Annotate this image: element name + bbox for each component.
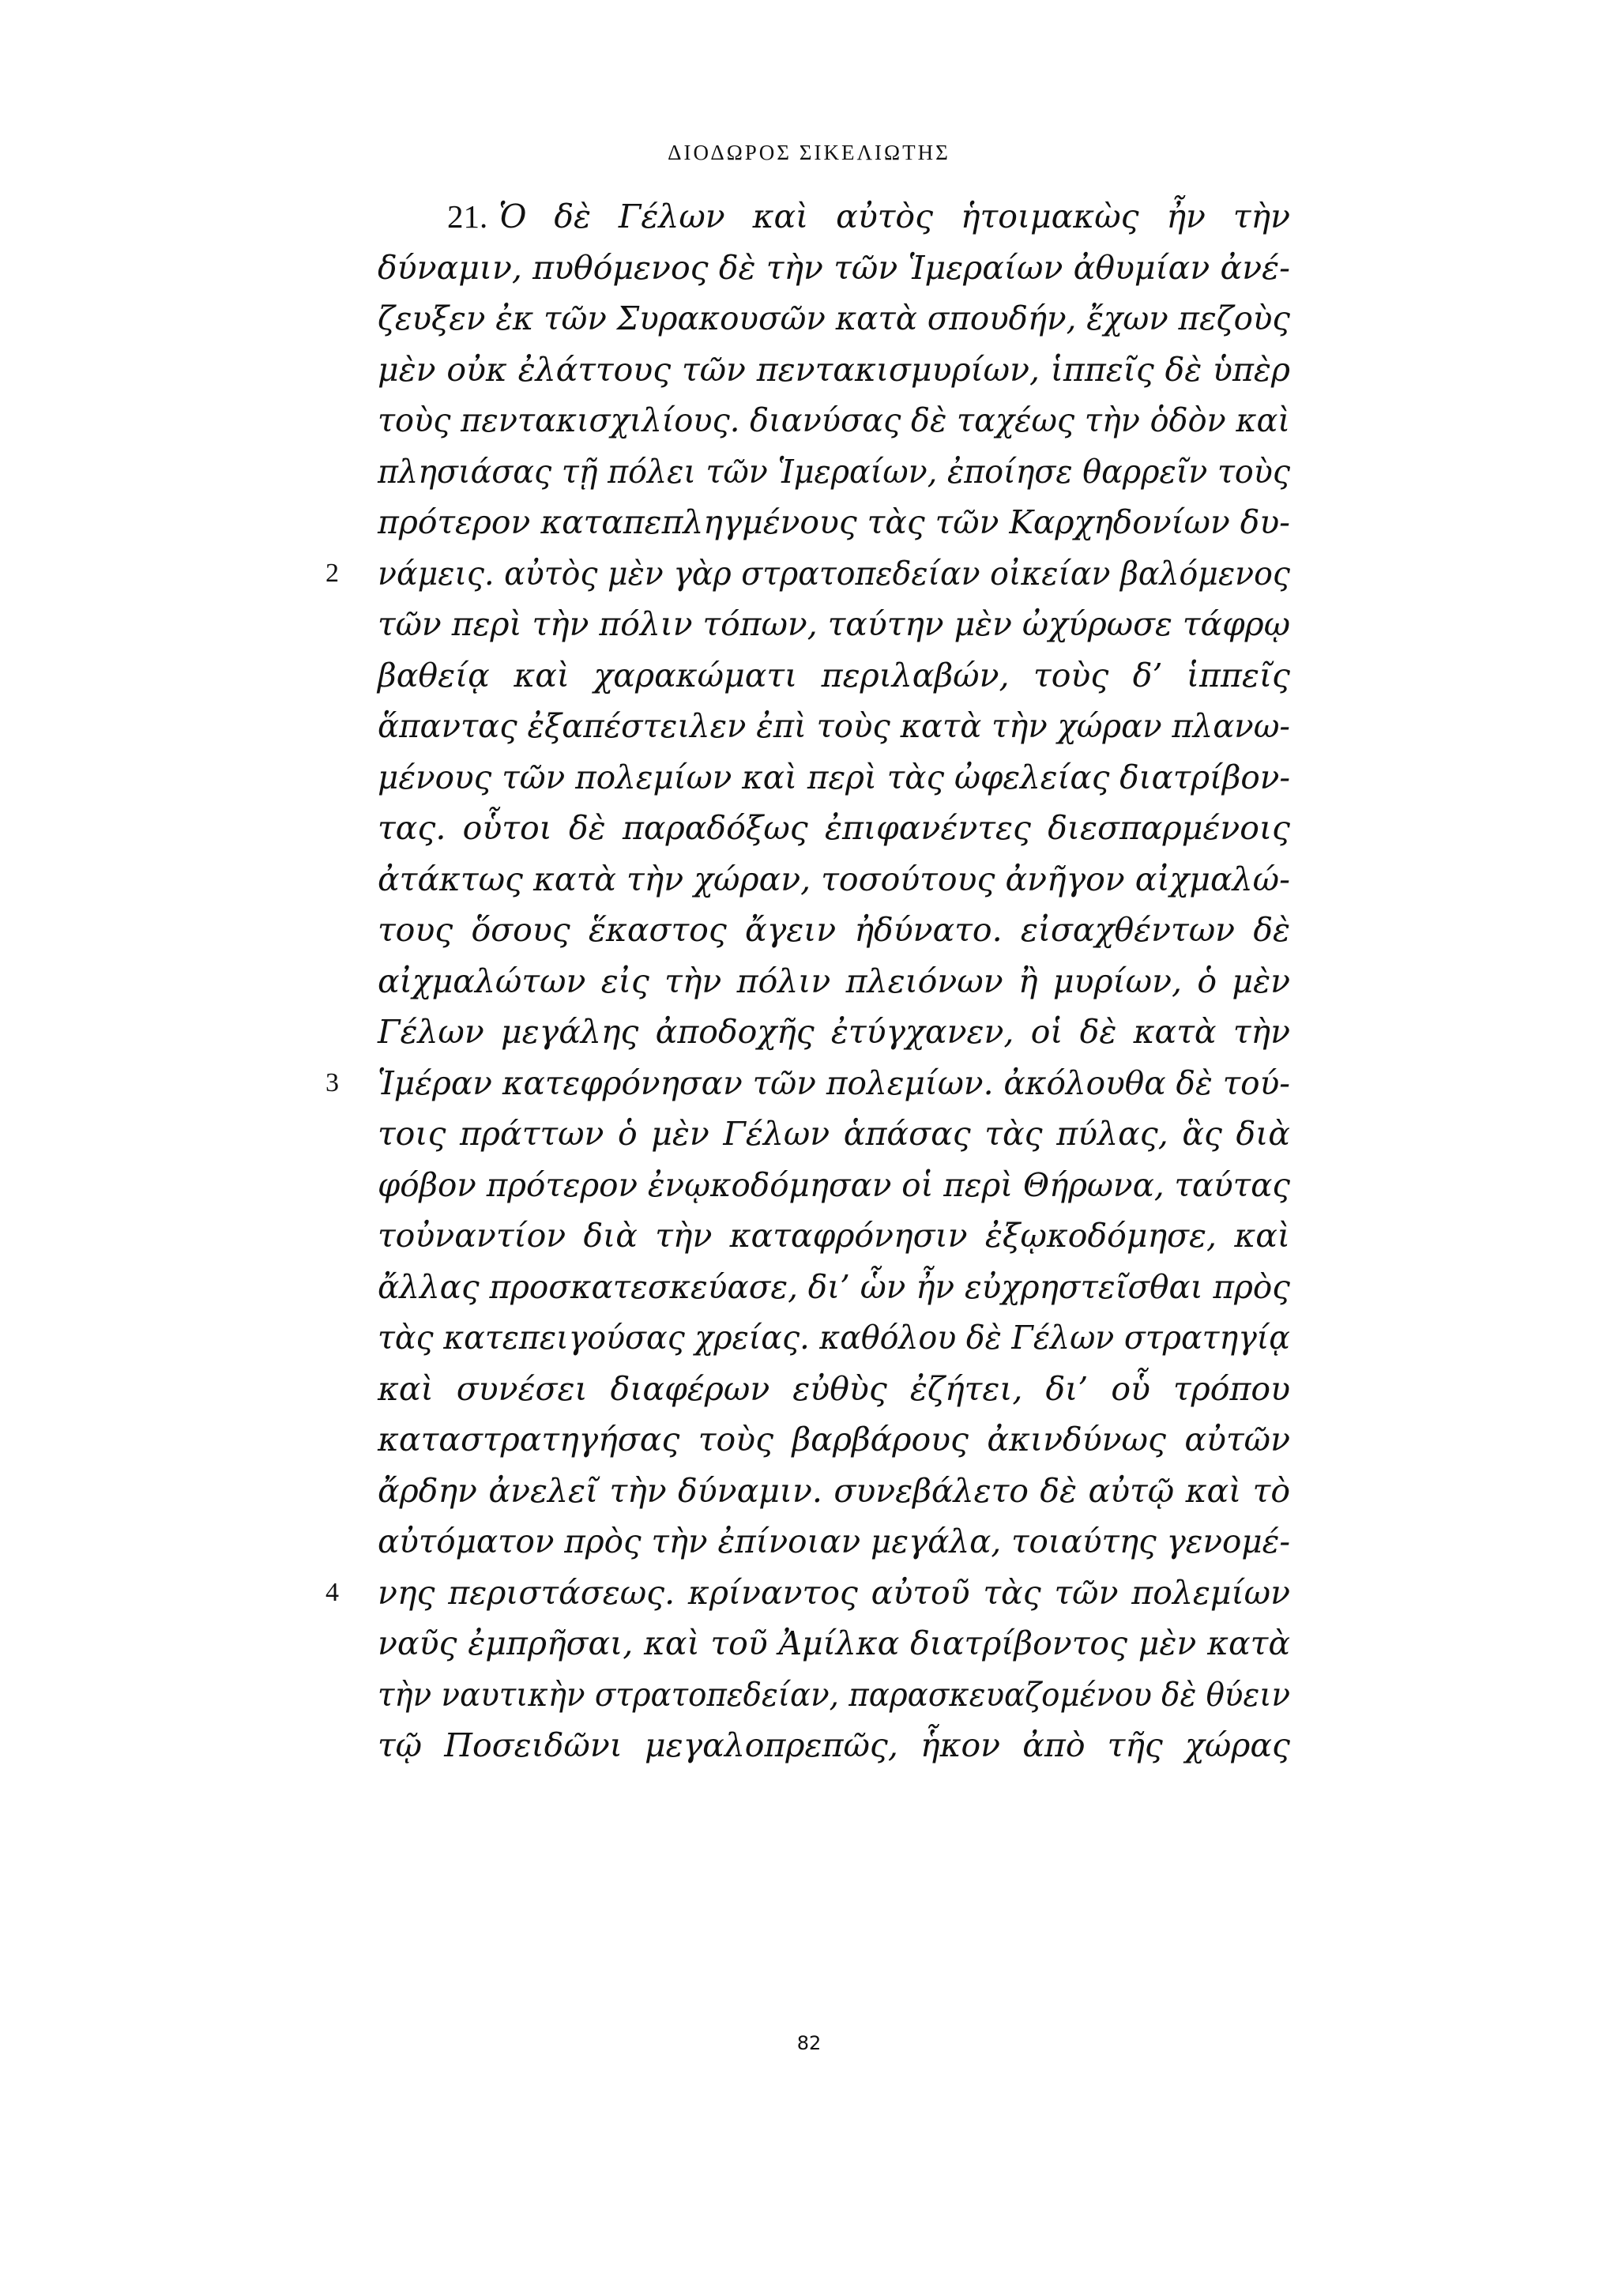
text-line <box>378 344 1290 396</box>
text-line <box>378 956 1290 1007</box>
text-line <box>378 803 1290 854</box>
line-text: τὰς κατεπειγούσας χρείας. καθόλου δὲ Γέλων στρατηγίᾳ <box>378 1319 1290 1357</box>
line-text: νάμεις. αὐτὸς μὲν γὰρ στρατοπεδείαν οἰκείαν βαλόμενος <box>378 554 1290 593</box>
line-text: ἀτάκτως κατὰ τὴν χώραν, τοσούτους ἀνῆγον αἰχμαλώ- <box>378 860 1290 898</box>
page-number: 82 <box>796 2032 822 2054</box>
text-line <box>378 1414 1290 1466</box>
text-line <box>378 1516 1290 1568</box>
section-number: 2 <box>325 558 339 588</box>
line-text: πλησιάσας τῇ πόλει τῶν Ἱμεραίων, ἐποίησε θαρρεῖν τοὺς <box>378 452 1291 491</box>
text-line <box>378 1210 1290 1262</box>
text-line <box>378 1364 1290 1415</box>
line-text: νης περιστάσεως. κρίναντος αὐτοῦ τὰς τῶν πολεμίων <box>378 1573 1291 1612</box>
text-line <box>378 854 1290 905</box>
text-line <box>325 1058 1291 1109</box>
line-text: τας. οὗτοι δὲ παραδόξως ἐπιφανέντες διεσπαρμένοις <box>378 809 1290 847</box>
line-text: μὲν οὐκ ἐλάττους τῶν πεντακισμυρίων, ἱππεῖς δὲ ὑπὲρ <box>378 350 1290 389</box>
line-text: Ὁ δὲ Γέλων καὶ αὐτὸς ἡτοιμακὼς ἦν τὴν <box>499 198 1291 235</box>
text-line <box>378 1312 1290 1364</box>
line-text: τοις πράττων ὁ μὲν Γέλων ἁπάσας τὰς πύλας, ἃς διὰ <box>378 1115 1290 1153</box>
text-line <box>378 446 1290 498</box>
text-line <box>378 752 1290 804</box>
line-text: ἅπαντας ἐξαπέστειλεν ἐπὶ τοὺς κατὰ τὴν χώραν πλανω- <box>378 707 1291 745</box>
line-text: καταστρατηγήσας τοὺς βαρβάρους ἀκινδύνως αὐτῶν <box>378 1421 1291 1459</box>
line-text: τοὺς πεντακισχιλίους. διανύσας δὲ ταχέως τὴν ὁδὸν καὶ <box>378 401 1291 439</box>
line-text: τοὐναντίον διὰ τὴν καταφρόνησιν ἐξῳκοδόμησε, καὶ <box>378 1217 1290 1255</box>
line-text: ναῦς ἐμπρῆσαι, καὶ τοῦ Ἀμίλκα διατρίβοντος μὲν κατὰ <box>378 1624 1291 1662</box>
body-text <box>325 191 1291 1771</box>
chapter-number: 21. <box>447 198 488 235</box>
text-line <box>378 1669 1290 1721</box>
text-line <box>378 701 1290 752</box>
text-line <box>378 1108 1290 1160</box>
text-line <box>378 293 1290 344</box>
line-text: Γέλων μεγάλης ἀποδοχῆς ἐτύγχανεν, οἱ δὲ κατὰ τὴν <box>378 1013 1290 1051</box>
section-number: 3 <box>325 1067 339 1097</box>
line-text: φόβον πρότερον ἐνῳκοδόμησαν οἱ περὶ Θήρωνα, ταύτας <box>378 1165 1291 1204</box>
line-text: ἄλλας προσκατεσκεύασε, δι’ ὧν ἦν εὐχρηστεῖσθαι πρὸς <box>378 1267 1290 1306</box>
line-text: αἰχμαλώτων εἰς τὴν πόλιν πλειόνων ἢ μυρίων, ὁ μὲν <box>378 962 1290 1000</box>
line-text: αὐτόματον πρὸς τὴν ἐπίνοιαν μεγάλα, τοιαύτης γενομέ- <box>378 1523 1291 1560</box>
line-text: τὴν ναυτικὴν στρατοπεδείαν, παρασκευαζομένου δὲ θύειν <box>378 1675 1291 1714</box>
text-line <box>378 1618 1290 1669</box>
text-line <box>325 1568 1291 1619</box>
line-text: τῷ Ποσειδῶνι μεγαλοπρεπῶς, ἧκον ἀπὸ τῆς χώρας <box>378 1726 1291 1764</box>
line-text: ζευξεν ἐκ τῶν Συρακουσῶν κατὰ σπουδήν, ἔχων πεζοὺς <box>378 299 1290 337</box>
text-line <box>378 1720 1290 1771</box>
text-line <box>378 599 1290 650</box>
line-text: τους ὅσους ἕκαστος ἄγειν ἠδύνατο. εἰσαχθέντων δὲ <box>378 911 1290 949</box>
text-line <box>378 243 1290 294</box>
line-text: δύναμιν, πυθόμενος δὲ τὴν τῶν Ἱμεραίων ἀθυμίαν ἀνέ- <box>378 248 1290 287</box>
line-text: ἄρδην ἀνελεῖ τὴν δύναμιν. συνεβάλετο δὲ αὐτῷ καὶ τὸ <box>378 1471 1291 1510</box>
text-line <box>378 497 1290 548</box>
line-text: καὶ συνέσει διαφέρων εὐθὺς ἐζήτει, δι’ οὗ τρόπου <box>378 1369 1290 1408</box>
text-line <box>378 1262 1290 1313</box>
text-line <box>378 650 1290 702</box>
text-line <box>378 395 1290 446</box>
text-line <box>378 1466 1290 1517</box>
text-line <box>378 191 1290 243</box>
text-line <box>378 1007 1290 1058</box>
line-text: πρότερον καταπεπληγμένους τὰς τῶν Καρχηδονίων δυ- <box>378 503 1290 541</box>
section-number: 4 <box>325 1577 339 1607</box>
line-text: βαθείᾳ καὶ χαρακώματι περιλαβών, τοὺς δ’ ἱππεῖς <box>378 656 1290 694</box>
line-text: μένους τῶν πολεμίων καὶ περὶ τὰς ὠφελείας διατρίβον- <box>378 758 1291 796</box>
line-text: Ἱμέραν κατεφρόνησαν τῶν πολεμίων. ἀκόλουθα δὲ τού- <box>378 1063 1291 1102</box>
text-line <box>378 1160 1290 1211</box>
line-text: τῶν περὶ τὴν πόλιν τόπων, ταύτην μὲν ὠχύρωσε τάφρῳ <box>378 605 1291 643</box>
text-line <box>325 548 1290 600</box>
running-head: ΔΙΟΔΩΡΟΣ ΣΙΚΕΛΙΩΤΗΣ <box>668 141 950 164</box>
text-line <box>378 905 1290 956</box>
